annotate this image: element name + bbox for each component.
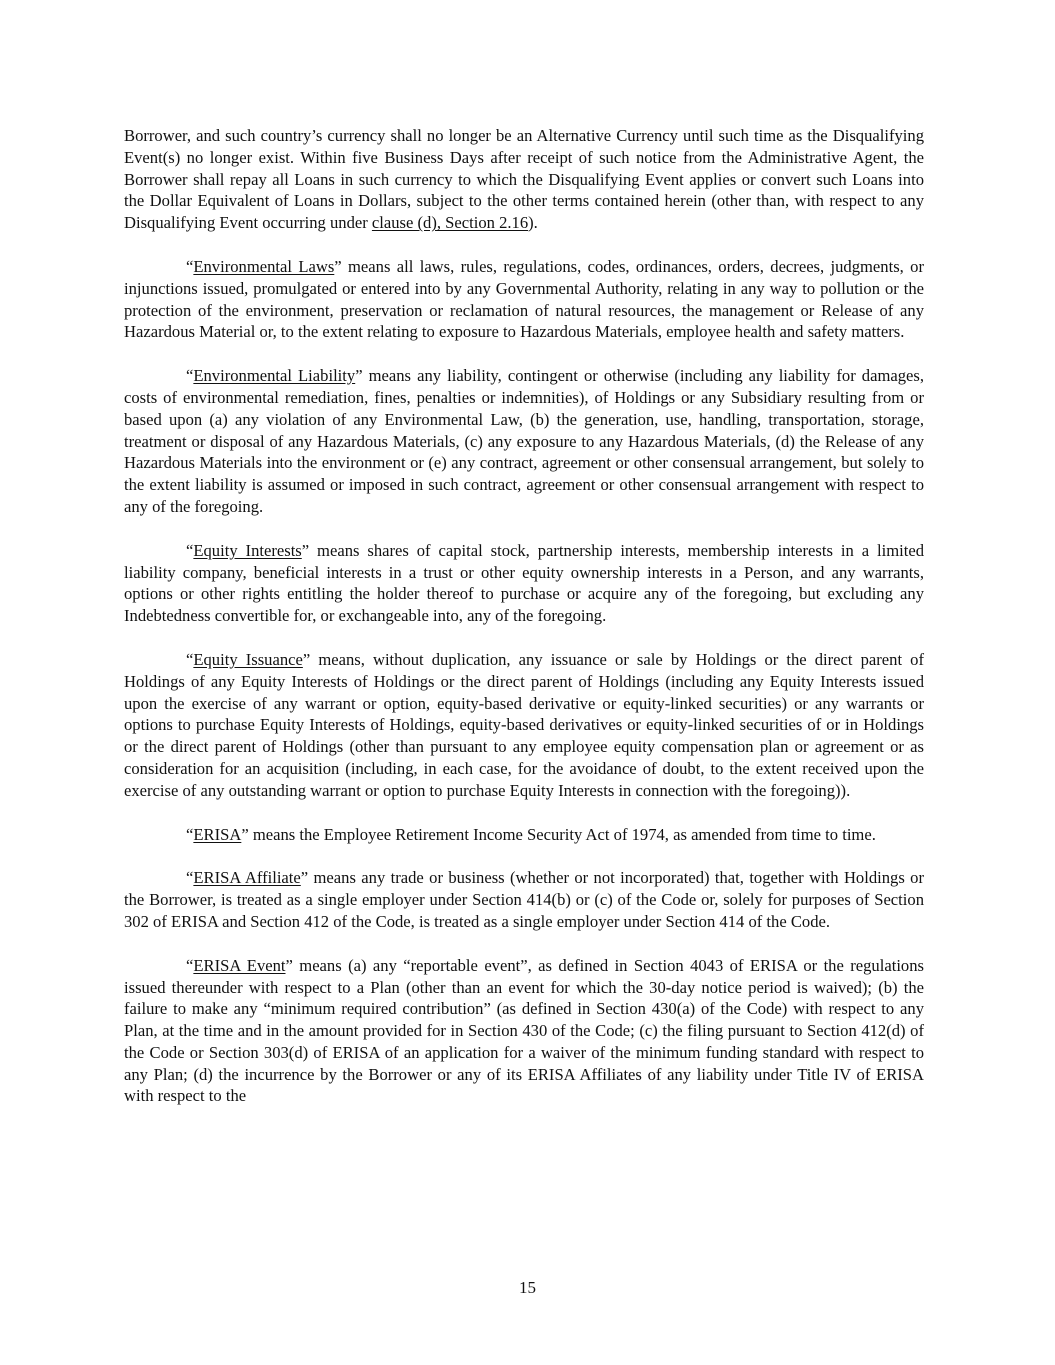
open-quote: “ [186,256,194,276]
definition-equity-issuance [124,649,924,802]
document-page [124,125,924,1129]
definition-erisa [124,824,924,846]
open-quote: “ [186,868,194,888]
defined-term: ERISA Event [193,955,286,975]
continuation-text-pre: Borrower, and such country’s currency shall no longer be an Alternative Currency until such time as the Disqualifying Event(s) no longer exist. Within five Business Days after receipt of such notice from the Administrative Agent, the Borrower shall repay all Loans in such currency to which the Disqualifying Event applies or convert such Loans into the Dollar Equivalent of Loans in Dollars, subject to the other terms contained herein (other than, with respect to any Disqualifying Event occurring under [124,126,924,233]
definition-erisa-affiliate [124,867,924,932]
defined-term: Environmental Laws [193,256,335,276]
definition-text: ” means the Employee Retirement Income Security Act of 1974, as amended from time to time. [241,824,876,844]
defined-term: Equity Interests [193,540,302,560]
page-number: 15 [519,1278,536,1297]
open-quote: “ [186,366,194,386]
defined-term: ERISA [193,824,242,844]
open-quote: “ [186,649,194,669]
definition-text: ” means any liability, contingent or otherwise (including any liability for damages, costs of environmental remediation, fines, penalties or indemnities), of Holdings or any Subsidiary resulting from or based upon (a) any violation of any Environmental Law, (b) the generation, use, handling, transportation, storage, treatment or disposal of any Hazardous Materials, (c) any exposure to any Hazardous Materials, (d) the Release of any Hazardous Materials into the environment or (e) any contract, agreement or other consensual arrangement, but solely to the extent liability is assumed or imposed in such contract, agreement or other consensual arrangement with respect to any of the foregoing. [124,366,924,516]
defined-term: Equity Issuance [193,649,303,669]
defined-term: Environmental Liability [193,366,356,386]
definition-environmental-laws [124,256,924,343]
definition-text: ” means any trade or business (whether or not incorporated) that, together with Holdings or the Borrower, is treated as a single employer under Section 414(b) or (c) of the Code or, solely for purposes of Section 302 of ERISA and Section 412 of the Code, is treated as a single employer under Section 414 of the Code. [124,868,924,931]
definition-text: ” means all laws, rules, regulations, codes, ordinances, orders, decrees, judgments, or injunctions issued, promulgated or entered into by any Governmental Authority, relating in any way to pollution or the protection of the environment, preservation or reclamation of natural resources, the management or Release of any Hazardous Material or, to the extent relating to exposure to Hazardous Materials, employee health and safety matters. [124,256,924,342]
defined-term: ERISA Affiliate [193,868,301,888]
section-reference-link: clause (d), Section 2.16 [371,213,529,233]
open-quote: “ [186,824,194,844]
definition-text: ” means (a) any “reportable event”, as defined in Section 4043 of ERISA or the regulations issued thereunder with respect to a Plan (other than an event for which the 30-day notice period is waived); (b) the failure to make any “minimum required contribution” (as defined in Section 430(a) of the Code) with respect to any Plan, at the time and in the amount provided for in Section 430 of the Code; (c) the filing pursuant to Section 412(d) of the Code or Section 303(d) of ERISA of an application for a waiver of the minimum funding standard with respect to any Plan; (d) the incurrence by the Borrower or any of its ERISA Affiliates of any liability under Title IV of ERISA with respect to the [124,955,924,1106]
definition-environmental-liability [124,365,924,518]
paragraph-continuation [124,125,924,234]
continuation-text-post: ). [528,213,538,233]
definition-text: ” means, without duplication, any issuance or sale by Holdings or the direct parent of Holdings of any Equity Interests of Holdings or the direct parent of Holdings (including any Equity Interests issued upon the exercise of any warrant or option, equity-based derivative or equity-linked securities) or any warrants or options to purchase Equity Interests of Holdings, equity-based derivatives or equity-linked securities of or in Holdings or the direct parent of Holdings (other than pursuant to any employee equity compensation plan or agreement or as consideration for an acquisition (including, in each case, for the avoidance of doubt, to the extent received upon the exercise of any outstanding warrant or option to purchase Equity Interests in connection with the foregoing)). [124,649,924,800]
open-quote: “ [186,540,194,560]
definition-erisa-event [124,955,924,1108]
definition-text: ” means shares of capital stock, partnership interests, membership interests in a limited liability company, beneficial interests in a trust or other equity ownership interests in a Person, and any warrants, options or other rights entitling the holder thereof to purchase or acquire any of the foregoing, but excluding any Indebtedness convertible for, or exchangeable into, any of the foregoing. [124,540,924,626]
open-quote: “ [186,955,194,975]
definition-equity-interests [124,540,924,627]
